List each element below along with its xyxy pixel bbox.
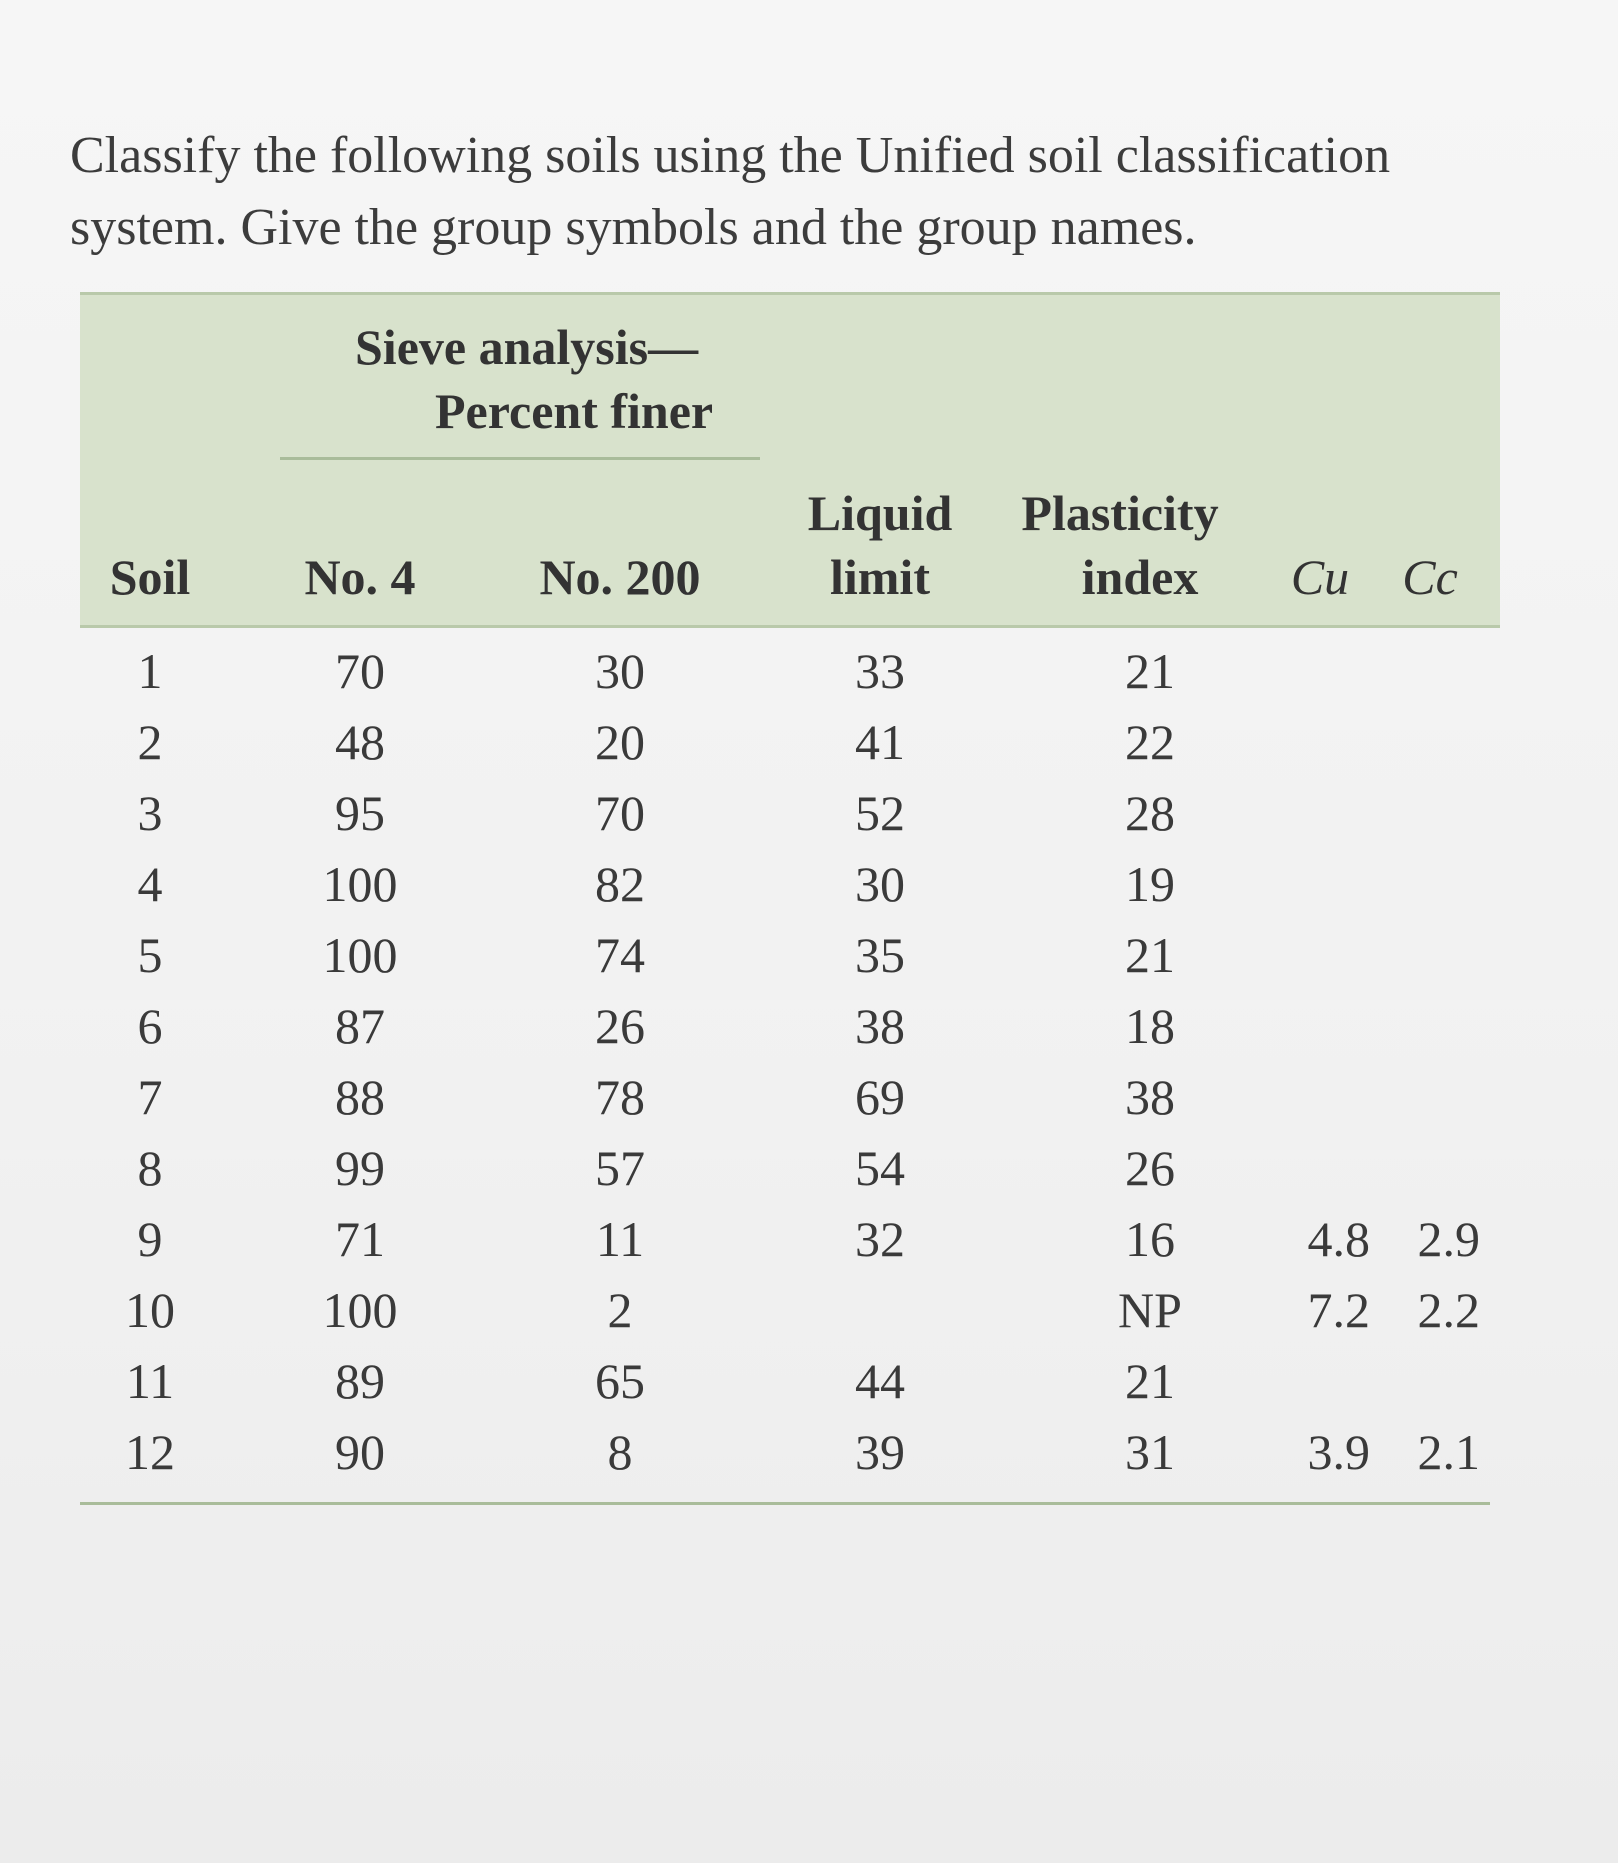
cell-soil: 4: [137, 856, 163, 912]
cell-liquid-limit: 69: [855, 1069, 905, 1125]
cell-plasticity-index: NP: [1118, 1282, 1182, 1338]
cell-liquid-limit: 33: [855, 643, 905, 699]
header-plasticity-index-line1: Plasticity: [1021, 485, 1219, 541]
table-row: [80, 1062, 1500, 1133]
cell-plasticity-index: 22: [1125, 714, 1175, 770]
sieve-group-header-line1: Sieve analysis—: [355, 319, 699, 375]
table-row: [80, 1417, 1500, 1488]
cell-no4: 99: [335, 1140, 385, 1196]
header-no200: No. 200: [539, 549, 701, 605]
cell-plasticity-index: 19: [1125, 856, 1175, 912]
cell-cu: 3.9: [1307, 1424, 1370, 1480]
cell-plasticity-index: 21: [1125, 1353, 1175, 1409]
table-row: [80, 778, 1500, 849]
table-row: [80, 849, 1500, 920]
cell-plasticity-index: 21: [1125, 643, 1175, 699]
table-row: [80, 1204, 1500, 1275]
header-cu: Cu: [1290, 549, 1350, 605]
cell-liquid-limit: 38: [855, 998, 905, 1054]
cell-no4: 89: [335, 1353, 385, 1409]
cell-no4: 48: [335, 714, 385, 770]
cell-no4: 88: [335, 1069, 385, 1125]
cell-liquid-limit: 41: [855, 714, 905, 770]
cell-no4: 95: [335, 785, 385, 841]
cell-plasticity-index: 28: [1125, 785, 1175, 841]
cell-soil: 5: [137, 927, 163, 983]
cell-liquid-limit: 39: [855, 1424, 905, 1480]
cell-liquid-limit: 32: [855, 1211, 905, 1267]
cell-no4: 90: [335, 1424, 385, 1480]
sieve-group-rule: [280, 457, 760, 460]
cell-plasticity-index: 31: [1125, 1424, 1175, 1480]
cell-soil: 9: [137, 1211, 163, 1267]
header-liquid-limit-line2: limit: [830, 549, 930, 605]
cell-cc: 2.9: [1417, 1211, 1480, 1267]
cell-soil: 8: [137, 1140, 163, 1196]
sieve-analysis-group-header: [275, 315, 765, 443]
table-bottom-rule: [80, 1502, 1490, 1505]
table-row: [80, 707, 1500, 778]
cell-liquid-limit: 54: [855, 1140, 905, 1196]
cell-liquid-limit: 52: [855, 785, 905, 841]
cell-no200: 20: [595, 714, 645, 770]
cell-no200: 78: [595, 1069, 645, 1125]
cell-no200: 70: [595, 785, 645, 841]
table-row: [80, 1275, 1500, 1346]
header-liquid-limit-line1: Liquid: [807, 485, 953, 541]
header-plasticity-index-line2: index: [1081, 549, 1199, 605]
sieve-group-header-line2: Percent finer: [435, 383, 714, 439]
cell-no200: 74: [595, 927, 645, 983]
table-header: [80, 292, 1500, 628]
cell-no200: 2: [607, 1282, 633, 1338]
cell-liquid-limit: 44: [855, 1353, 905, 1409]
cell-plasticity-index: 38: [1125, 1069, 1175, 1125]
cell-no4: 100: [322, 1282, 398, 1338]
cell-cc: 2.2: [1417, 1282, 1480, 1338]
table-row: [80, 636, 1500, 707]
cell-no200: 82: [595, 856, 645, 912]
cell-cu: 4.8: [1307, 1211, 1370, 1267]
table-row: [80, 920, 1500, 991]
cell-no4: 100: [322, 856, 398, 912]
header-soil: Soil: [109, 549, 191, 605]
cell-soil: 6: [137, 998, 163, 1054]
cell-soil: 11: [125, 1353, 175, 1409]
problem-statement: Classify the following soils using the Unified soil classification system. Give the group symbols and the group names.: [70, 127, 1391, 256]
cell-plasticity-index: 18: [1125, 998, 1175, 1054]
cell-soil: 3: [137, 785, 163, 841]
cell-liquid-limit: 35: [855, 927, 905, 983]
soil-data-table: [80, 292, 1500, 1505]
table-row: [80, 1133, 1500, 1204]
cell-liquid-limit: 30: [855, 856, 905, 912]
cell-soil: 1: [137, 643, 163, 699]
cell-cc: 2.1: [1417, 1424, 1480, 1480]
header-liquid-limit: [780, 481, 980, 609]
cell-no4: 71: [335, 1211, 385, 1267]
cell-soil: 10: [125, 1282, 175, 1338]
cell-plasticity-index: 16: [1125, 1211, 1175, 1267]
cell-no200: 11: [595, 1211, 645, 1267]
cell-soil: 12: [125, 1424, 175, 1480]
table-body: [80, 636, 1500, 1488]
header-plasticity-index: [970, 481, 1270, 609]
cell-no200: 65: [595, 1353, 645, 1409]
cell-cu: 7.2: [1307, 1282, 1370, 1338]
cell-no200: 30: [595, 643, 645, 699]
cell-no200: 57: [595, 1140, 645, 1196]
cell-plasticity-index: 26: [1125, 1140, 1175, 1196]
header-cc: Cc: [1402, 549, 1458, 605]
cell-no4: 100: [322, 927, 398, 983]
cell-no4: 87: [335, 998, 385, 1054]
cell-soil: 7: [137, 1069, 163, 1125]
cell-no200: 26: [595, 998, 645, 1054]
cell-soil: 2: [137, 714, 163, 770]
cell-plasticity-index: 21: [1125, 927, 1175, 983]
cell-no4: 70: [335, 643, 385, 699]
cell-no200: 8: [607, 1424, 633, 1480]
table-row: [80, 1346, 1500, 1417]
header-no4: No. 4: [304, 549, 416, 605]
table-row: [80, 991, 1500, 1062]
